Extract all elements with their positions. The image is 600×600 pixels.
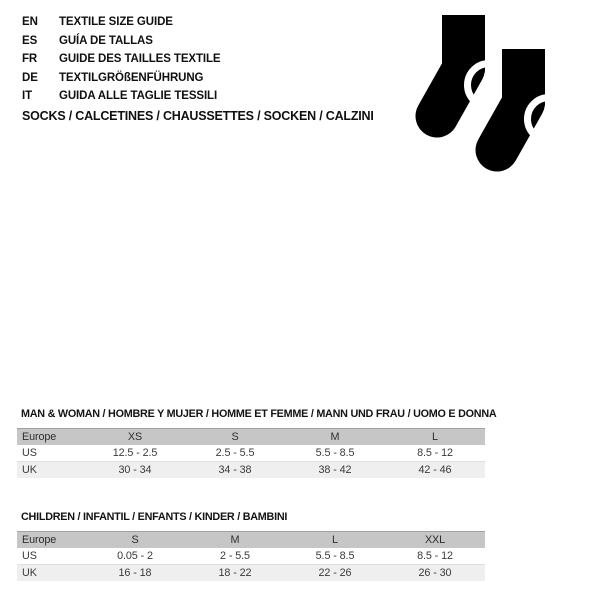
language-code: DE: [22, 71, 38, 84]
size-section-children: [17, 511, 485, 581]
language-row-fr: [22, 50, 221, 69]
language-row-it: [22, 87, 221, 106]
size-section-man-woman: [17, 408, 497, 478]
column-header: M: [330, 431, 340, 443]
category-heading: SOCKS / CALCETINES / CHAUSSETTES / SOCKEN / CALZINI: [22, 109, 374, 123]
language-row-de: [22, 69, 221, 88]
size-cell: 0.05 - 2: [117, 550, 153, 562]
table-header-row: [17, 532, 485, 548]
size-cell: 2 - 5.5: [220, 550, 250, 562]
language-title: TEXTILGRÖßENFÜHRUNG: [59, 71, 204, 84]
language-title: TEXTILE SIZE GUIDE: [59, 16, 173, 29]
row-label: UK: [22, 567, 37, 579]
table-title: MAN & WOMAN / HOMBRE Y MUJER / HOMME ET FEMME / MANN UND FRAU / UOMO E DONNA: [21, 408, 497, 420]
socks-icon: [410, 15, 580, 175]
size-cell: 2.5 - 5.5: [215, 447, 255, 459]
size-cell: 8.5 - 12: [417, 550, 453, 562]
size-cell: 5.5 - 8.5: [315, 550, 355, 562]
table-header-row: [17, 429, 485, 445]
size-cell: 5.5 - 8.5: [315, 447, 355, 459]
table-row: [17, 565, 485, 581]
row-label: UK: [22, 464, 37, 476]
table-row: [17, 548, 485, 565]
table-title: CHILDREN / INFANTIL / ENFANTS / KINDER / BAMBINI: [21, 511, 288, 523]
language-code: ES: [22, 34, 38, 47]
table-row: [17, 445, 485, 462]
language-row-en: [22, 13, 221, 32]
size-cell: 34 - 38: [218, 464, 252, 476]
column-header: Europe: [22, 534, 57, 546]
row-label: US: [22, 550, 37, 562]
size-cell: 38 - 42: [318, 464, 352, 476]
table-row: [17, 462, 485, 478]
language-code: IT: [22, 90, 33, 103]
row-label: US: [22, 447, 37, 459]
language-row-es: [22, 32, 221, 51]
column-header: S: [131, 534, 139, 546]
size-cell: 30 - 34: [118, 464, 152, 476]
size-cell: 12.5 - 2.5: [112, 447, 158, 459]
size-cell: 22 - 26: [318, 567, 352, 579]
column-header: S: [231, 431, 239, 443]
language-title: GUIDA ALLE TAGLIE TESSILI: [59, 90, 218, 103]
size-table-man-woman: [17, 428, 485, 478]
language-title: GUIDE DES TAILLES TEXTILE: [59, 53, 221, 66]
column-header: M: [230, 534, 240, 546]
size-cell: 42 - 46: [418, 464, 452, 476]
language-code: EN: [22, 16, 38, 29]
sock-right-icon: [496, 43, 571, 150]
language-title: GUÍA DE TALLAS: [59, 34, 153, 47]
column-header: XS: [127, 431, 143, 443]
size-cell: 18 - 22: [218, 567, 252, 579]
column-header: XXL: [424, 534, 446, 546]
column-header: Europe: [22, 431, 57, 443]
size-table-children: [17, 531, 485, 581]
size-cell: 8.5 - 12: [417, 447, 453, 459]
language-code: FR: [22, 53, 38, 66]
language-title-list: [22, 13, 221, 106]
size-cell: 16 - 18: [118, 567, 152, 579]
size-cell: 26 - 30: [418, 567, 452, 579]
column-header: L: [332, 534, 338, 546]
column-header: L: [432, 431, 438, 443]
